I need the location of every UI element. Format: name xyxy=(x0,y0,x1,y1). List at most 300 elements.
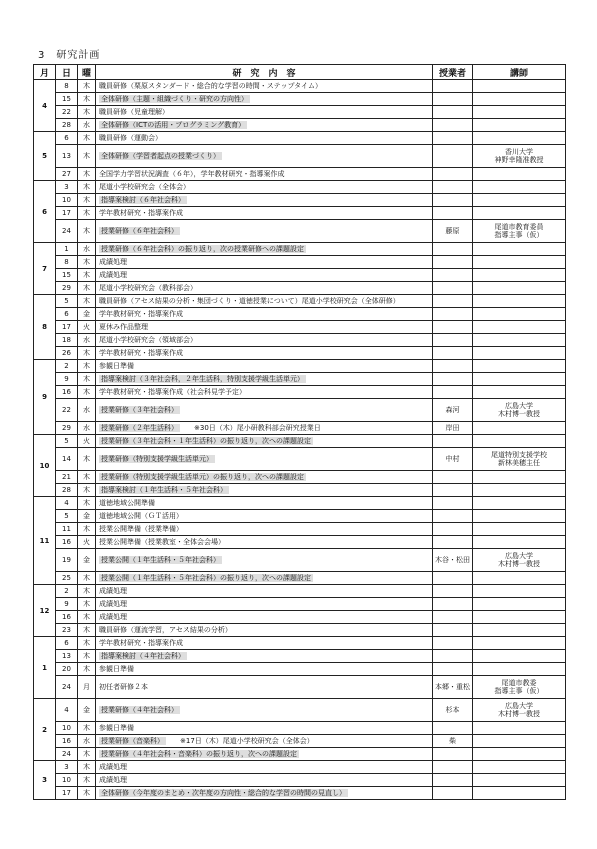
weekday-cell: 木 xyxy=(78,722,96,735)
teacher-cell xyxy=(433,168,473,181)
weekday-cell: 木 xyxy=(78,168,96,181)
teacher-cell xyxy=(433,93,473,106)
content-text: 授業研修（６年社会科）の振り返り，次の授業研修への課題設定 xyxy=(101,245,304,253)
section-heading: 3 研究計画 xyxy=(38,50,101,61)
instructor-line: 尾道市教育委員 xyxy=(494,223,544,231)
table-row xyxy=(34,399,566,422)
teacher-cell: 杉本 xyxy=(433,699,473,722)
instructor-cell xyxy=(473,220,566,243)
weekday-cell: 木 xyxy=(78,523,96,536)
table-row xyxy=(34,80,566,93)
content-text: 成績処理 xyxy=(99,613,127,621)
instructor-cell xyxy=(473,787,566,800)
header-teacher: 授業者 xyxy=(433,65,473,80)
day-cell: 22 xyxy=(56,106,78,119)
table-row xyxy=(34,484,566,497)
day-cell: 15 xyxy=(56,269,78,282)
weekday-cell: 水 xyxy=(78,422,96,435)
content-cell xyxy=(96,787,433,800)
teacher-cell: 本郷・重松 xyxy=(433,676,473,699)
day-cell: 5 xyxy=(56,295,78,308)
instructor-cell xyxy=(473,360,566,373)
content-text: 授業研修（６年社会科） xyxy=(101,227,178,235)
day-cell: 16 xyxy=(56,735,78,748)
instructor-cell xyxy=(473,295,566,308)
day-cell: 16 xyxy=(56,611,78,624)
teacher-cell xyxy=(433,207,473,220)
weekday-cell: 水 xyxy=(78,334,96,347)
instructor-cell xyxy=(473,510,566,523)
day-cell: 13 xyxy=(56,650,78,663)
day-cell: 20 xyxy=(56,663,78,676)
content-text: 成績処理 xyxy=(99,587,127,595)
day-cell: 29 xyxy=(56,422,78,435)
weekday-cell: 火 xyxy=(78,536,96,549)
content-cell xyxy=(96,585,433,598)
teacher-cell xyxy=(433,386,473,399)
table-row xyxy=(34,194,566,207)
day-cell: 10 xyxy=(56,774,78,787)
content-text: 全国学力学習状況調査（６年），学年教材研究・指導案作成 xyxy=(99,170,285,178)
weekday-cell: 木 xyxy=(78,471,96,484)
content-text: 学年教材研究・指導案作成 xyxy=(99,209,183,217)
table-row xyxy=(34,145,566,168)
table-row xyxy=(34,787,566,800)
header-month: 月 xyxy=(34,65,56,80)
instructor-cell xyxy=(473,168,566,181)
instructor-cell xyxy=(473,676,566,699)
content-cell xyxy=(96,611,433,624)
teacher-cell xyxy=(433,761,473,774)
weekday-cell: 木 xyxy=(78,132,96,145)
table-row xyxy=(34,676,566,699)
teacher-cell xyxy=(433,269,473,282)
weekday-cell: 木 xyxy=(78,787,96,800)
day-cell: 8 xyxy=(56,80,78,93)
table-row xyxy=(34,308,566,321)
instructor-line: 尾道特別支援学校 xyxy=(491,451,547,459)
table-row xyxy=(34,722,566,735)
content-note: ※30日（木）尾小研教科部会研究授業日 xyxy=(194,424,321,432)
day-cell: 2 xyxy=(56,360,78,373)
month-cell: 8 xyxy=(34,295,56,360)
content-text: 授業公開準備（授業教室・全体会会場） xyxy=(99,538,225,546)
content-cell xyxy=(96,722,433,735)
content-text: 授業研修（音楽科） xyxy=(101,737,164,745)
content-text: 学年教材研究・指導案作成 xyxy=(99,310,183,318)
day-cell: 5 xyxy=(56,435,78,448)
instructor-cell xyxy=(473,386,566,399)
content-text: 指導案検討（３年社会科，２年生活科，特別支援学級生活単元） xyxy=(101,375,304,383)
content-cell xyxy=(96,308,433,321)
weekday-cell: 火 xyxy=(78,321,96,334)
day-cell: 16 xyxy=(56,386,78,399)
content-text: 授業研修（特別支援学級生活単元）の振り返り，次への課題設定 xyxy=(101,473,304,481)
content-text: 尾道小学校研究会（全体会） xyxy=(99,183,190,191)
instructor-cell xyxy=(473,132,566,145)
instructor-cell xyxy=(473,572,566,585)
content-text: 授業研修（３年社会科・１年生活科）の振り返り，次への課題設定 xyxy=(101,437,311,445)
day-cell: 28 xyxy=(56,484,78,497)
month-cell: 10 xyxy=(34,435,56,497)
content-cell xyxy=(96,256,433,269)
teacher-cell: 木谷・松田 xyxy=(433,549,473,572)
instructor-cell xyxy=(473,748,566,761)
teacher-cell xyxy=(433,585,473,598)
month-cell: 2 xyxy=(34,699,56,761)
instructor-cell xyxy=(473,207,566,220)
instructor-cell xyxy=(473,699,566,722)
instructor-line: 神野幸隆准教授 xyxy=(494,156,544,164)
instructor-cell xyxy=(473,373,566,386)
table-row xyxy=(34,347,566,360)
weekday-cell: 木 xyxy=(78,269,96,282)
instructor-cell xyxy=(473,243,566,256)
weekday-cell: 木 xyxy=(78,572,96,585)
content-text: 授業研修（４年社会科） xyxy=(101,706,178,714)
instructor-cell xyxy=(473,722,566,735)
table-row xyxy=(34,572,566,585)
content-cell xyxy=(96,761,433,774)
teacher-cell xyxy=(433,650,473,663)
content-text: 全体研修（今年度のまとめ・次年度の方向性・総合的な学習の時間の見直し） xyxy=(101,789,346,797)
instructor-cell xyxy=(473,435,566,448)
content-text: 指導案検討（６年社会科） xyxy=(101,196,185,204)
content-cell xyxy=(96,435,433,448)
day-cell: 11 xyxy=(56,523,78,536)
weekday-cell: 月 xyxy=(78,676,96,699)
instructor-cell xyxy=(473,448,566,471)
weekday-cell: 木 xyxy=(78,80,96,93)
weekday-cell: 木 xyxy=(78,497,96,510)
teacher-cell: 藤原 xyxy=(433,220,473,243)
weekday-cell: 木 xyxy=(78,774,96,787)
table-row xyxy=(34,119,566,132)
month-cell: 5 xyxy=(34,132,56,181)
weekday-cell: 木 xyxy=(78,295,96,308)
content-cell xyxy=(96,269,433,282)
content-text: 全体研修（主題・組織づくり・研究の方向性） xyxy=(101,95,248,103)
content-cell xyxy=(96,399,433,422)
instructor-line: 木村博一教授 xyxy=(498,560,540,568)
table-row xyxy=(34,585,566,598)
month-cell: 11 xyxy=(34,497,56,585)
teacher-cell xyxy=(433,308,473,321)
table-row xyxy=(34,207,566,220)
content-text: 職員研修（運動会） xyxy=(99,134,162,142)
month-cell: 12 xyxy=(34,585,56,637)
content-cell xyxy=(96,510,433,523)
day-cell: 16 xyxy=(56,536,78,549)
content-cell xyxy=(96,523,433,536)
table-row xyxy=(34,93,566,106)
content-cell xyxy=(96,168,433,181)
day-cell: 4 xyxy=(56,699,78,722)
table-row xyxy=(34,295,566,308)
day-cell: 3 xyxy=(56,181,78,194)
content-cell xyxy=(96,194,433,207)
content-text: 全体研修（ICTの活用・プログラミング教育） xyxy=(101,121,246,129)
teacher-cell xyxy=(433,774,473,787)
table-row xyxy=(34,360,566,373)
instructor-cell xyxy=(473,497,566,510)
instructor-cell xyxy=(473,735,566,748)
instructor-cell xyxy=(473,761,566,774)
instructor-cell xyxy=(473,536,566,549)
teacher-cell xyxy=(433,787,473,800)
day-cell: 15 xyxy=(56,93,78,106)
content-text: 学年教材研究・指導案作成 xyxy=(99,349,183,357)
teacher-cell xyxy=(433,243,473,256)
content-text: 参観日準備 xyxy=(99,665,134,673)
table-row xyxy=(34,448,566,471)
content-cell xyxy=(96,637,433,650)
content-text: 成績処理 xyxy=(99,258,127,266)
teacher-cell xyxy=(433,373,473,386)
content-text: 指導案検討（１年生活科・５年社会科） xyxy=(101,486,227,494)
teacher-cell xyxy=(433,132,473,145)
content-text: 授業公開準備（授業準備） xyxy=(99,525,183,533)
day-cell: 24 xyxy=(56,676,78,699)
content-cell xyxy=(96,373,433,386)
weekday-cell: 木 xyxy=(78,637,96,650)
table-row xyxy=(34,373,566,386)
month-cell: 1 xyxy=(34,637,56,699)
teacher-cell xyxy=(433,321,473,334)
instructor-cell xyxy=(473,484,566,497)
day-cell: 9 xyxy=(56,373,78,386)
instructor-cell xyxy=(473,308,566,321)
content-cell xyxy=(96,748,433,761)
content-cell xyxy=(96,422,433,435)
teacher-cell xyxy=(433,360,473,373)
content-cell xyxy=(96,650,433,663)
teacher-cell xyxy=(433,572,473,585)
table-row xyxy=(34,624,566,637)
content-text: 尾道小学校研究会（教科部会） xyxy=(99,284,197,292)
content-text: 授業公開（１年生活科・５年社会科） xyxy=(101,556,220,564)
instructor-cell xyxy=(473,471,566,484)
table-row xyxy=(34,269,566,282)
weekday-cell: 金 xyxy=(78,308,96,321)
table-row xyxy=(34,220,566,243)
instructor-cell xyxy=(473,650,566,663)
weekday-cell: 木 xyxy=(78,181,96,194)
teacher-cell xyxy=(433,282,473,295)
instructor-cell xyxy=(473,145,566,168)
content-text: 道徳地域公開準備 xyxy=(99,499,155,507)
weekday-cell: 木 xyxy=(78,373,96,386)
teacher-cell xyxy=(433,497,473,510)
content-text: 成績処理 xyxy=(99,600,127,608)
weekday-cell: 木 xyxy=(78,650,96,663)
day-cell: 17 xyxy=(56,787,78,800)
weekday-cell: 木 xyxy=(78,598,96,611)
instructor-cell xyxy=(473,106,566,119)
table-row xyxy=(34,761,566,774)
teacher-cell xyxy=(433,181,473,194)
instructor-cell xyxy=(473,523,566,536)
table-row xyxy=(34,650,566,663)
content-text: 授業研修（３年社会科） xyxy=(101,406,178,414)
content-cell xyxy=(96,497,433,510)
instructor-line: 木村博一教授 xyxy=(498,710,540,718)
weekday-cell: 木 xyxy=(78,663,96,676)
teacher-cell xyxy=(433,722,473,735)
content-text: 授業研修（２年生活科） xyxy=(101,424,178,432)
content-cell xyxy=(96,181,433,194)
content-cell xyxy=(96,119,433,132)
instructor-cell xyxy=(473,637,566,650)
weekday-cell: 木 xyxy=(78,484,96,497)
weekday-cell: 木 xyxy=(78,256,96,269)
teacher-cell xyxy=(433,611,473,624)
content-cell xyxy=(96,699,433,722)
day-cell: 9 xyxy=(56,598,78,611)
table-row xyxy=(34,106,566,119)
table-row xyxy=(34,321,566,334)
instructor-line: 木村博一教授 xyxy=(498,410,540,418)
instructor-cell xyxy=(473,663,566,676)
content-text: 職員研修（アセス結果の分析・集団づくり・道徳授業について）尾道小学校研究会（全体研修） xyxy=(99,297,400,305)
content-cell xyxy=(96,132,433,145)
instructor-cell xyxy=(473,399,566,422)
instructor-line: 指導主事（仮） xyxy=(494,687,544,695)
day-cell: 3 xyxy=(56,761,78,774)
teacher-cell xyxy=(433,194,473,207)
content-text: 職員研修（運流学習，アセス結果の分析） xyxy=(99,626,232,634)
content-text: 参観日準備 xyxy=(99,724,134,732)
content-cell xyxy=(96,624,433,637)
table-row xyxy=(34,435,566,448)
teacher-cell xyxy=(433,295,473,308)
day-cell: 6 xyxy=(56,637,78,650)
teacher-cell xyxy=(433,748,473,761)
table-row xyxy=(34,774,566,787)
header-day: 日 xyxy=(56,65,78,80)
teacher-cell xyxy=(433,435,473,448)
table-row xyxy=(34,471,566,484)
instructor-cell xyxy=(473,598,566,611)
weekday-cell: 木 xyxy=(78,347,96,360)
content-text: 指導案検討（４年社会科） xyxy=(101,652,185,660)
content-text: 初任者研修２本 xyxy=(99,683,148,691)
day-cell: 18 xyxy=(56,334,78,347)
weekday-cell: 水 xyxy=(78,243,96,256)
content-text: 成績処理 xyxy=(99,763,127,771)
weekday-cell: 木 xyxy=(78,93,96,106)
content-text: 職員研修（栗原スタンダード・総合的な学習の時間・ステップタイム） xyxy=(99,82,322,90)
teacher-cell xyxy=(433,663,473,676)
day-cell: 6 xyxy=(56,132,78,145)
table-row xyxy=(34,611,566,624)
content-cell xyxy=(96,360,433,373)
teacher-cell xyxy=(433,510,473,523)
instructor-cell xyxy=(473,334,566,347)
content-cell xyxy=(96,295,433,308)
content-cell xyxy=(96,347,433,360)
content-cell xyxy=(96,145,433,168)
content-cell xyxy=(96,386,433,399)
table-row xyxy=(34,637,566,650)
weekday-cell: 木 xyxy=(78,106,96,119)
day-cell: 10 xyxy=(56,194,78,207)
teacher-cell: 岸田 xyxy=(433,422,473,435)
teacher-cell xyxy=(433,471,473,484)
content-cell xyxy=(96,80,433,93)
month-cell: 6 xyxy=(34,181,56,243)
weekday-cell: 木 xyxy=(78,611,96,624)
day-cell: 24 xyxy=(56,220,78,243)
weekday-cell: 木 xyxy=(78,360,96,373)
weekday-cell: 木 xyxy=(78,761,96,774)
weekday-cell: 水 xyxy=(78,735,96,748)
weekday-cell: 木 xyxy=(78,194,96,207)
content-cell xyxy=(96,334,433,347)
day-cell: 26 xyxy=(56,347,78,360)
weekday-cell: 木 xyxy=(78,624,96,637)
day-cell: 13 xyxy=(56,145,78,168)
instructor-line: 広島大学 xyxy=(505,402,533,410)
teacher-cell xyxy=(433,256,473,269)
teacher-cell xyxy=(433,536,473,549)
instructor-cell xyxy=(473,119,566,132)
day-cell: 2 xyxy=(56,585,78,598)
day-cell: 21 xyxy=(56,471,78,484)
teacher-cell xyxy=(433,145,473,168)
content-cell xyxy=(96,243,433,256)
table-row xyxy=(34,168,566,181)
instructor-cell xyxy=(473,774,566,787)
instructor-cell xyxy=(473,181,566,194)
content-cell xyxy=(96,448,433,471)
content-cell xyxy=(96,93,433,106)
table-row xyxy=(34,523,566,536)
content-cell xyxy=(96,598,433,611)
month-cell: 4 xyxy=(34,80,56,132)
instructor-cell xyxy=(473,282,566,295)
instructor-cell xyxy=(473,611,566,624)
weekday-cell: 木 xyxy=(78,220,96,243)
teacher-cell xyxy=(433,347,473,360)
weekday-cell: 金 xyxy=(78,699,96,722)
content-text: 成績処理 xyxy=(99,271,127,279)
content-text: 授業研修（４年社会科・音楽科）の振り返り，次への課題設定 xyxy=(101,750,297,758)
content-text: 成績処理 xyxy=(99,776,127,784)
day-cell: 10 xyxy=(56,722,78,735)
instructor-line: 尾道市教委 xyxy=(501,679,537,687)
teacher-cell xyxy=(433,80,473,93)
instructor-cell xyxy=(473,585,566,598)
teacher-cell xyxy=(433,523,473,536)
content-cell xyxy=(96,774,433,787)
instructor-cell xyxy=(473,549,566,572)
teacher-cell xyxy=(433,119,473,132)
instructor-line: 広島大学 xyxy=(505,552,533,560)
table-row xyxy=(34,181,566,194)
content-text: 道徳地域公開（ＧＴ活用） xyxy=(99,512,183,520)
instructor-cell xyxy=(473,194,566,207)
day-cell: 19 xyxy=(56,549,78,572)
table-row xyxy=(34,282,566,295)
content-cell xyxy=(96,484,433,497)
teacher-cell: 柴 xyxy=(433,735,473,748)
content-cell xyxy=(96,663,433,676)
research-plan-table xyxy=(33,64,566,800)
teacher-cell xyxy=(433,598,473,611)
instructor-cell xyxy=(473,93,566,106)
day-cell: 14 xyxy=(56,448,78,471)
